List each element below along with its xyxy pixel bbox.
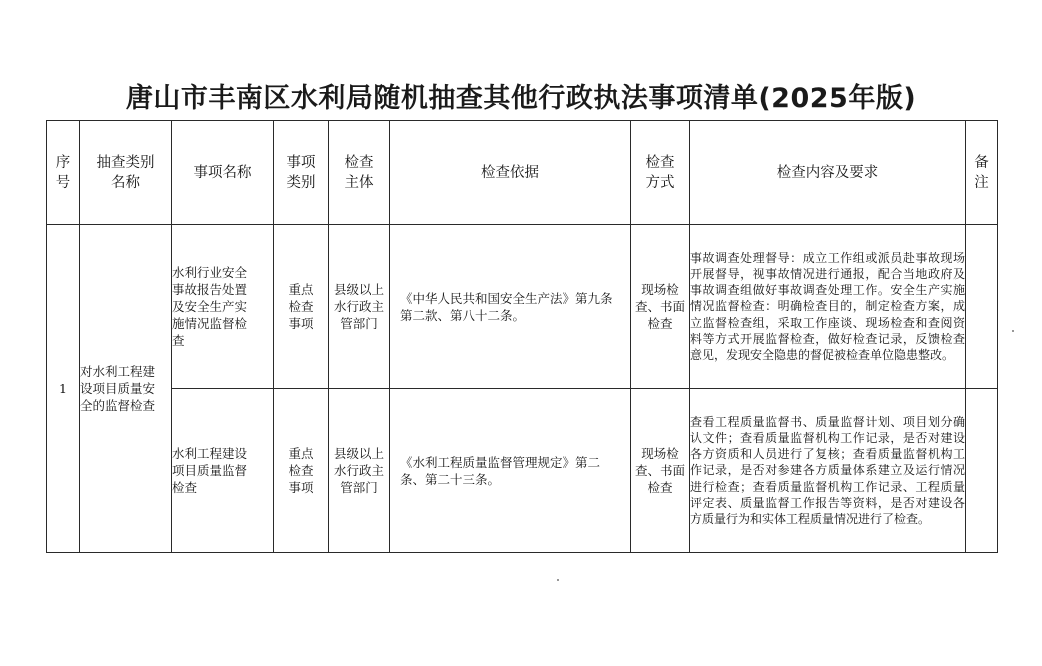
item-name: 水利行业安全事故报告处置及安全生产实施情况监督检查: [172, 225, 274, 389]
item-subject: 县级以上水行政主管部门: [329, 225, 390, 389]
item-type: 重点检查事项: [274, 225, 329, 389]
inspection-table: [46, 120, 998, 553]
header-remark: 备注: [966, 121, 998, 225]
page-title: 唐山市丰南区水利局随机抽查其他行政执法事项清单(2025年版): [125, 83, 917, 114]
item-basis: 《中华人民共和国安全生产法》第九条第二款、第八十二条。: [390, 225, 631, 389]
item-content: 查看工程质量监督书、质量监督计划、项目划分确认文件；查看质量监督机构工作记录，是否对建设各方资质和人员进行了复核；查看质量监督机构工作记录，是否对参建各方质量体系建立及运行情况进行检查；查看质量监督机构工作记录、工程质量评定表、质量监督工作报告等资料，是否对建设各方质量行为和实体工程质量情况进行了检查。: [690, 389, 966, 553]
header-basis: 检查依据: [390, 121, 631, 225]
item-content: 事故调查处理督导：成立工作组或派员赴事故现场开展督导，视事故情况进行通报，配合当地政府及事故调查组做好事故调查处理工作。安全生产实施情况监督检查：明确检查目的，制定检查方案，成立监督检查组，采取工作座谈、现场检查和查阅资料等方式开展监督检查，做好检查记录，反馈检查意见，发现安全隐患的督促被检查单位隐患整改。: [690, 225, 966, 389]
group-category: 对水利工程建设项目质量安全的监督检查: [80, 225, 172, 553]
header-seq: 序号: [47, 121, 80, 225]
scan-speck: [1012, 330, 1014, 332]
table-row: [47, 389, 998, 553]
table-row: [47, 225, 998, 389]
header-content: 检查内容及要求: [690, 121, 966, 225]
item-method: 现场检查、书面检查: [631, 389, 690, 553]
scan-speck: [557, 579, 559, 581]
header-item-name: 事项名称: [172, 121, 274, 225]
item-remark: [966, 389, 998, 553]
header-item-type: 事项类别: [274, 121, 329, 225]
header-method: 检查方式: [631, 121, 690, 225]
item-basis: 《水利工程质量监督管理规定》第二条、第二十三条。: [390, 389, 631, 553]
header-category: 抽查类别名称: [80, 121, 172, 225]
item-type: 重点检查事项: [274, 389, 329, 553]
item-remark: [966, 225, 998, 389]
header-row: [47, 121, 998, 225]
group-seq: 1: [47, 225, 80, 553]
item-name: 水利工程建设项目质量监督检查: [172, 389, 274, 553]
header-subject: 检查主体: [329, 121, 390, 225]
item-subject: 县级以上水行政主管部门: [329, 389, 390, 553]
item-method: 现场检查、书面检查: [631, 225, 690, 389]
